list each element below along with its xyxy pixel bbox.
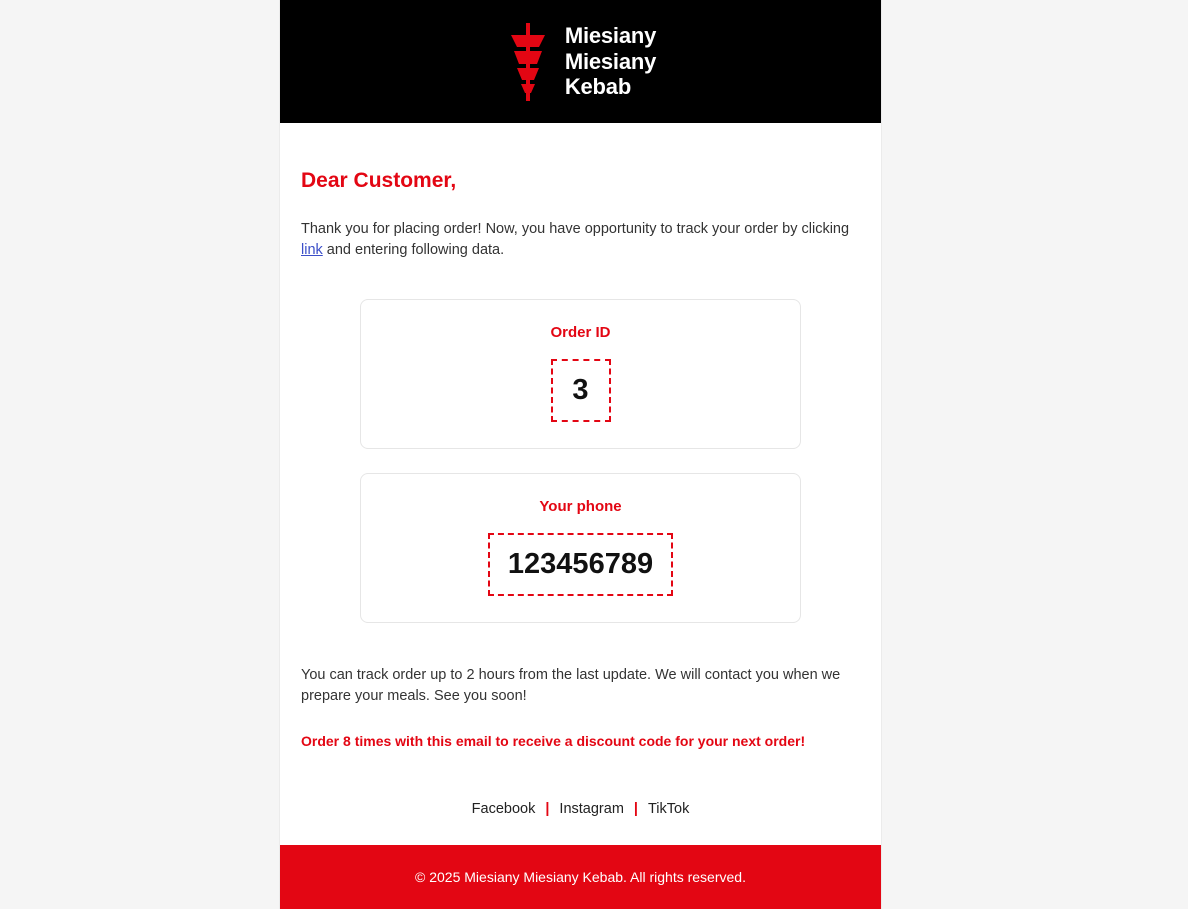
intro-text-before: Thank you for placing order! Now, you have opportunity to track your order by clicking [301, 221, 850, 237]
email-header [280, 0, 881, 123]
brand-name-line-2: Miesiany [564, 48, 657, 74]
greeting-heading: Dear Customer, [301, 169, 457, 192]
brand-name [565, 23, 656, 100]
kebab-skewer-icon [505, 23, 551, 101]
order-id-label: Order ID [550, 324, 611, 341]
social-separator-2: | [633, 801, 638, 818]
facebook-link[interactable]: Facebook [471, 801, 536, 818]
email-body [280, 123, 881, 845]
track-order-link[interactable]: link [301, 242, 323, 258]
order-id-card [360, 299, 801, 449]
order-id-value: 3 [551, 359, 611, 422]
email-footer: © 2025 Miesiany Miesiany Kebab. All rights reserved. [280, 845, 881, 909]
intro-text-after: and entering following data. [322, 242, 505, 258]
email-container [280, 0, 881, 909]
social-links [300, 801, 861, 845]
brand-logo [505, 23, 656, 101]
brand-name-line-1: Miesiany [564, 23, 657, 49]
social-separator-1: | [545, 801, 550, 818]
promo-message: Order 8 times with this email to receive a discount code for your next order! [301, 733, 806, 750]
tracking-note: You can track order up to 2 hours from the last update. We will contact you when we prepare your meals. See you soon! [301, 667, 841, 705]
phone-label: Your phone [539, 498, 622, 516]
tiktok-link[interactable]: TikTok [647, 801, 690, 818]
brand-name-line-3: Kebab [564, 74, 632, 100]
phone-card [360, 473, 801, 623]
intro-paragraph [301, 219, 857, 261]
instagram-link[interactable]: Instagram [559, 801, 624, 818]
phone-value: 123456789 [488, 533, 673, 596]
